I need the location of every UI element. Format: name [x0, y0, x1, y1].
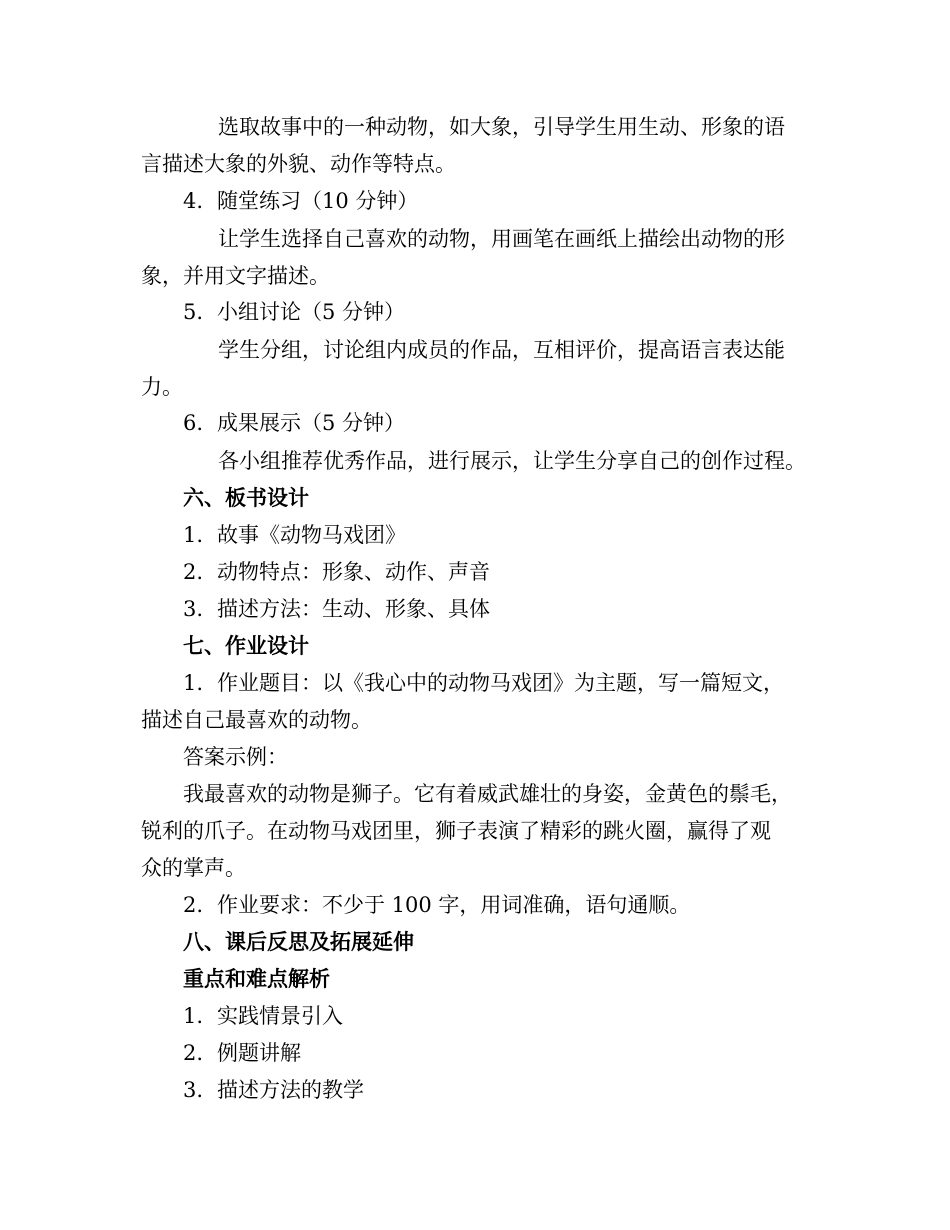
- list-text: 小组讨论（5 分钟）: [217, 300, 406, 324]
- list-text: 成果展示（5 分钟）: [217, 411, 406, 435]
- list-number: 3.: [183, 1078, 204, 1102]
- paragraph-line: 力。: [141, 375, 183, 399]
- list-text: 实践情景引入: [217, 1004, 343, 1028]
- list-item: [183, 998, 343, 1034]
- list-item: [183, 1035, 301, 1071]
- list-text: 描述方法的教学: [217, 1078, 364, 1102]
- list-text: 描述方法：生动、形象、具体: [217, 597, 490, 621]
- list-text: 随堂练习（10 分钟）: [217, 189, 419, 213]
- list-number: 2.: [183, 1041, 204, 1065]
- list-item: [183, 294, 405, 330]
- list-item: [183, 591, 490, 627]
- list-text: 例题讲解: [217, 1041, 301, 1065]
- list-text: 作业题目：以《我心中的动物马戏团》为主题，写一篇短文，: [217, 671, 784, 695]
- section-heading: 八、课后反思及拓展延伸: [183, 929, 414, 954]
- list-number: 1.: [183, 1004, 204, 1028]
- section-heading: 七、作业设计: [183, 633, 309, 658]
- paragraph-line: 众的掌声。: [141, 856, 246, 880]
- paragraph-line: 我最喜欢的动物是狮子。它有着威武雄壮的身姿，金黄色的鬃毛，: [183, 782, 792, 806]
- list-item: [183, 887, 690, 923]
- list-number: 2.: [183, 560, 204, 584]
- paragraph-line: 各小组推荐优秀作品，进行展示，让学生分享自己的创作过程。: [218, 449, 806, 473]
- paragraph-line: 描述自己最喜欢的动物。: [141, 708, 372, 732]
- list-number: 3.: [183, 597, 204, 621]
- list-item: [183, 517, 406, 553]
- list-item: [183, 554, 490, 590]
- answer-label: 答案示例：: [183, 745, 288, 769]
- list-number: 5.: [183, 300, 204, 324]
- subsection-heading: 重点和难点解析: [183, 966, 330, 991]
- paragraph-line: 象，并用文字描述。: [141, 264, 330, 288]
- list-item: [183, 405, 405, 441]
- section-heading: 六、板书设计: [183, 485, 309, 510]
- list-number: 4.: [183, 189, 204, 213]
- list-text: 故事《动物马戏团》: [217, 523, 406, 547]
- paragraph-line: 选取故事中的一种动物，如大象，引导学生用生动、形象的语: [218, 115, 785, 139]
- list-item: [183, 183, 418, 219]
- paragraph-line: 锐利的爪子。在动物马戏团里，狮子表演了精彩的跳火圈，赢得了观: [141, 819, 771, 843]
- list-text: 动物特点：形象、动作、声音: [217, 560, 490, 584]
- paragraph-line: 言描述大象的外貌、动作等特点。: [141, 152, 456, 176]
- list-text: 作业要求：不少于 100 字，用词准确，语句通顺。: [217, 893, 691, 917]
- list-item: [183, 665, 784, 701]
- paragraph-line: 学生分组，讨论组内成员的作品，互相评价，提高语言表达能: [218, 338, 785, 362]
- list-number: 1.: [183, 523, 204, 547]
- paragraph-line: 让学生选择自己喜欢的动物，用画笔在画纸上描绘出动物的形: [218, 227, 785, 251]
- list-number: 2.: [183, 893, 204, 917]
- list-number: 6.: [183, 411, 204, 435]
- list-number: 1.: [183, 671, 204, 695]
- list-item: [183, 1072, 364, 1108]
